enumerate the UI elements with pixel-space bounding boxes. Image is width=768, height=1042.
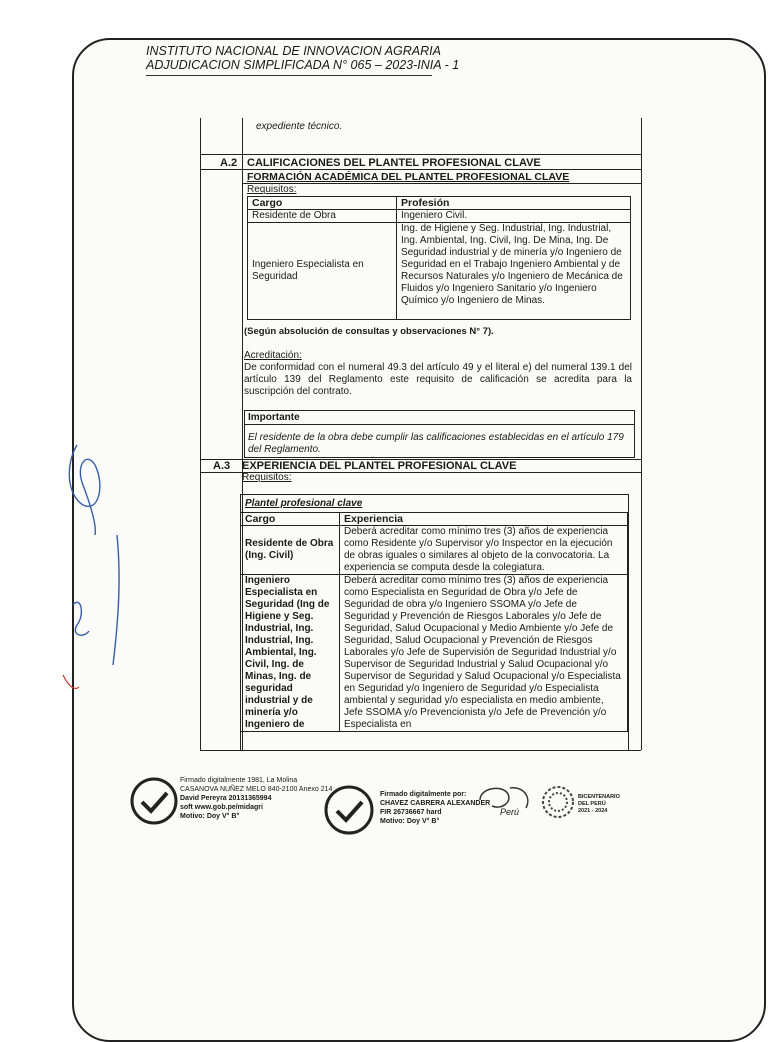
experience-table xyxy=(240,512,628,732)
peru-logo-text: Perú xyxy=(500,807,520,817)
bicentenario-emblem-icon xyxy=(540,784,576,820)
cell-cargo: Residente de Obra xyxy=(248,210,397,223)
section-rule xyxy=(200,169,641,170)
section-a3-title: EXPERIENCIA DEL PLANTEL PROFESIONAL CLAVE xyxy=(242,460,517,472)
bicentenario-line: 2021 - 2024 xyxy=(578,808,608,814)
handwritten-initials-icon xyxy=(55,425,145,705)
header-procedure: ADJUDICACION SIMPLIFICADA N° 065 – 2023-INIA - 1 xyxy=(146,58,460,72)
section-a3-number: A.3 xyxy=(213,460,231,472)
stamp-left xyxy=(180,776,332,821)
cell-cargo: Residente de Obra (Ing. Civil) xyxy=(241,526,340,575)
section-rule xyxy=(200,154,641,155)
stamp-line: Motivo: Doy V° B° xyxy=(380,818,440,825)
header-institution: INSTITUTO NACIONAL DE INNOVACION AGRARIA xyxy=(146,44,441,58)
important-text: El residente de la obra debe cumplir las calificaciones establecidas en el artículo 179 del Reglamento. xyxy=(248,432,624,455)
table-row xyxy=(248,223,631,320)
signature-check-icon xyxy=(128,775,180,827)
table-header-row xyxy=(241,513,628,526)
page-cut xyxy=(195,751,645,771)
cell-profesion: Ingeniero Civil. xyxy=(397,210,631,223)
formation-table xyxy=(247,196,631,320)
cell-profesion: Ing. de Higiene y Seg. Industrial, Ing. Industrial, Ing. Ambiental, Ing. Civil, Ing. De Mina, Ing. De Seguridad industrial y de minería y/o Ingeniero de Seguridad en el Trabajo Ingeniero Ambiental y de Recursos Naturales y/o Ingeniero de Mecánica de Fluidos y/o Ingeniero Sanitario y/o Ingeniero Químico y/o Ingeniero de Minas. xyxy=(397,223,631,320)
column-header-experiencia: Experiencia xyxy=(340,513,628,526)
stamp-line: David Pereyra 20131365994 xyxy=(180,795,272,802)
accreditation-label: Acreditación: xyxy=(244,350,302,361)
cell-cargo: Ingeniero Especialista en Seguridad (Ing de Higiene y Seg. Industrial, Ing. Industrial, Ing. Ambiental, Ing. Civil, Ing. de Minas, Ing. de seguridad industrial y de minería y/o Ingeniero de xyxy=(241,575,340,732)
signature-check-icon xyxy=(322,783,376,837)
bicentenario-line: DEL PERÚ xyxy=(578,801,606,807)
stamp-line: soft www.gob.pe/midagri xyxy=(180,804,263,811)
accreditation-text: De conformidad con el numeral 49.3 del artículo 49 y el literal e) del numeral 139.1 del artículo 139 del Reglamento este requisito de calificación se acredita para la suscripción del contrato. xyxy=(244,362,632,397)
consultation-note: (Según absolución de consultas y observaciones N° 7). xyxy=(244,326,494,337)
table-row xyxy=(241,575,628,732)
frame-bottom xyxy=(200,750,641,751)
top-text: expediente técnico. xyxy=(256,121,343,132)
cell-cargo: Ingeniero Especialista en Seguridad xyxy=(248,223,397,320)
box-rule xyxy=(244,424,634,425)
stamp-line: Motivo: Doy V° B° xyxy=(180,813,240,820)
header-rule xyxy=(146,75,432,76)
plantel-label: Plantel profesional clave xyxy=(245,498,363,509)
section-a2-title: CALIFICACIONES DEL PLANTEL PROFESIONAL CLAVE xyxy=(247,157,541,169)
stamp-line: FIR 26736667 hard xyxy=(380,809,442,816)
table-row xyxy=(248,210,631,223)
bicentenario-text xyxy=(578,794,620,815)
stamp-line: Firmado digitalmente por: xyxy=(380,791,467,798)
section-a2-subtitle: FORMACIÓN ACADÉMICA DEL PLANTEL PROFESIONAL CLAVE xyxy=(247,171,570,183)
section-a2-requirements-label: Requisitos: xyxy=(247,184,297,195)
table-row xyxy=(241,526,628,575)
column-header-cargo: Cargo xyxy=(248,197,397,210)
stamp-line: CHAVEZ CABRERA ALEXANDER xyxy=(380,800,491,807)
column-header-cargo: Cargo xyxy=(241,513,340,526)
important-label: Importante xyxy=(248,412,300,423)
column-header-profesion: Profesión xyxy=(397,197,631,210)
stamp-line: Firmado digitalmente 1981, La Molina xyxy=(180,777,298,784)
section-a3-requirements-label: Requisitos: xyxy=(242,472,292,483)
table-header-row xyxy=(248,197,631,210)
section-rule xyxy=(242,183,641,184)
cell-experiencia: Deberá acreditar como mínimo tres (3) años de experiencia como Especialista en Seguridad de Obra y/o Jefe de Seguridad de obra y/o Ingeniero SSOMA y/o Jefe de Seguridad y Prevención de Riesgos Laborales y/o Jefe de Seguridad, Salud Ocupacional y Medio Ambiente y/o Jefe de Seguridad, Salud Ocupacional y Prevención de Riesgos Laborales y/o Jefe de Supervisión de Seguridad Industrial y/o Supervisor de Seguridad Industrial y Salud Ocupacional y/o Supervisor de Seguridad y Salud Ocupacional y/o Especialista en Seguridad y/o Ingeniero de Seguridad y/o Especialista ambiental y seguridad y/o especialista en medio ambiente, Jefe SSOMA y/o Prevencionista y/o Jefe de Prevención y/o Especialista en xyxy=(340,575,628,732)
cell-experiencia: Deberá acreditar como mínimo tres (3) años de experiencia como Residente y/o Supervisor y/o Inspector en la ejecución de obras iguales o similares al objeto de la convocatoria. La experiencia se computa desde la colegiatura. xyxy=(340,526,628,575)
stamp-line: CASANOVA NUÑEZ MELO 840-2100 Anexo 214 xyxy=(180,786,333,793)
document-header xyxy=(146,44,459,72)
bicentenario-line: BICENTENARIO xyxy=(578,794,620,800)
section-a2-number: A.2 xyxy=(220,157,238,169)
